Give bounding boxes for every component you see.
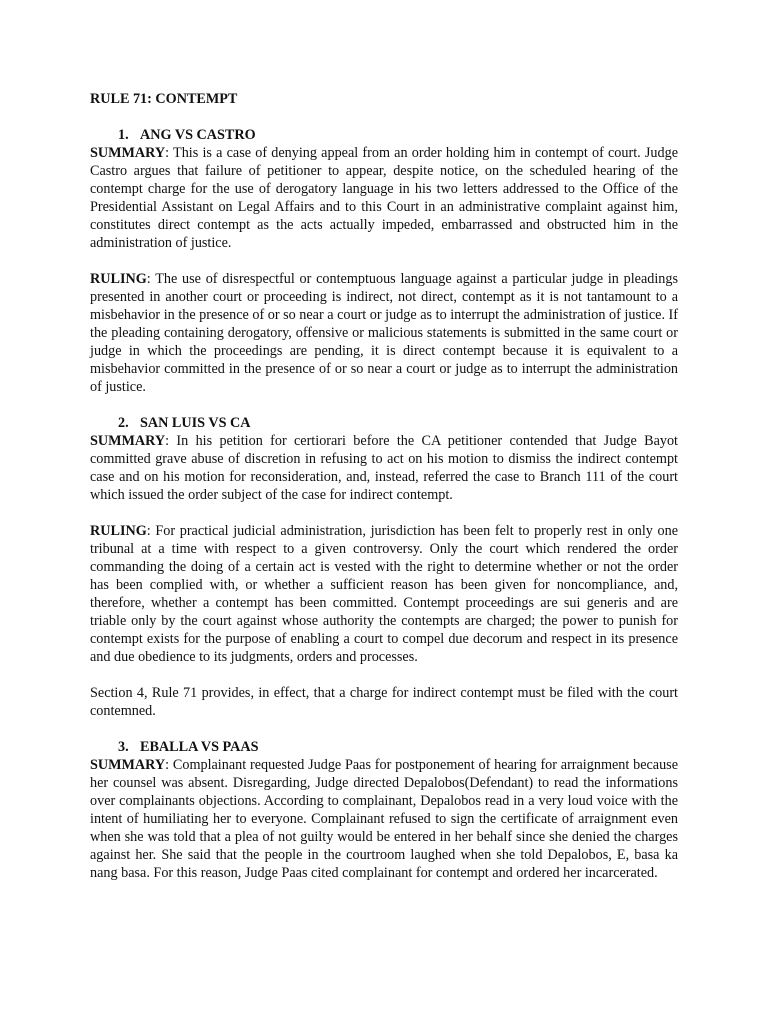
case-title: EBALLA VS PAAS xyxy=(140,739,259,755)
case-title: SAN LUIS VS CA xyxy=(140,415,251,431)
ruling-text: : For practical judicial administration, jurisdiction has been felt to properly rest in only one tribunal at a time with respect to a given controversy. Only the court which rendered the order commanding the doing of a certain act is vested with the right to determine whether or not the order has been complied with, or whether a sufficient reason has been given for noncompliance, and, therefore, whether a contempt has been committed. Contempt proceedings are sui generis and are triable only by the court against whose authority the contempts are charged; the power to punish for contempt exists for the purpose of enabling a court to compel due decorum and respect in its presence and due obedience to its judgments, orders and processes. xyxy=(90,523,678,665)
summary-label: SUMMARY xyxy=(90,433,166,449)
ruling-label: RULING xyxy=(90,271,147,287)
summary-label: SUMMARY xyxy=(90,757,166,773)
summary-label: SUMMARY xyxy=(90,145,166,161)
case-ang-vs-castro xyxy=(90,126,678,396)
summary-text: : In his petition for certiorari before the CA petitioner contended that Judge Bayot committed grave abuse of discretion in refusing to act on his motion to dismiss the indirect contempt case and on his motion for reconsideration, and, instead, referred the case to Branch 111 of the court which issued the order subject of the case for indirect contempt. xyxy=(90,433,678,503)
case-ruling xyxy=(90,270,678,396)
case-summary xyxy=(90,432,678,504)
ruling-text: : The use of disrespectful or contemptuous language against a particular judge in pleadings presented in another court or proceeding is indirect, not direct, contempt as it is not tantamount to a misbehavior in the presence of or so near a court or judge as to interrupt the administration of justice. If the pleading containing derogatory, offensive or malicious statements is submitted in the same court or judge in which the proceedings are pending, it is direct contempt because it is equivalent to a misbehavior committed in the presence of or so near a court or judge as to interrupt the administration of justice. xyxy=(90,271,678,395)
case-number: 1. xyxy=(118,127,129,143)
case-heading xyxy=(90,738,678,756)
case-title: ANG VS CASTRO xyxy=(140,127,256,143)
document-page xyxy=(90,90,678,900)
case-number: 2. xyxy=(118,415,129,431)
case-note: Section 4, Rule 71 provides, in effect, that a charge for indirect contempt must be filed with the court contemned. xyxy=(90,685,678,719)
case-san-luis-vs-ca xyxy=(90,414,678,720)
case-eballa-vs-paas xyxy=(90,738,678,882)
case-number: 3. xyxy=(118,739,129,755)
case-heading xyxy=(90,126,678,144)
summary-text: : This is a case of denying appeal from an order holding him in contempt of court. Judge Castro argues that failure of petitioner to appear, despite notice, on the scheduled hearing of the contempt charge for the use of derogatory language in his two letters addressed to the Office of the Presidential Assistant on Legal Affairs and to this Court in an administrative complaint against him, constitutes direct contempt as the acts actually impeded, embarrassed and obstructed him in the administration of justice. xyxy=(90,145,678,251)
case-heading xyxy=(90,414,678,432)
summary-text: : Complainant requested Judge Paas for postponement of hearing for arraignment because her counsel was absent. Disregarding, Judge directed Depalobos(Defendant) to read the informations over complainants objections. According to complainant, Depalobos read in a very loud voice with the intent of humiliating her to everyone. Complainant refused to sign the certificate of arraignment even when she was told that a plea of not guilty would be entered in her behalf since she denied the charges against her. She said that the people in the courtroom laughed when she told Depalobos, E, basa ka nang basa. For this reason, Judge Paas cited complainant for contempt and ordered her incarcerated. xyxy=(90,757,678,881)
case-ruling xyxy=(90,522,678,666)
case-summary xyxy=(90,144,678,252)
case-summary xyxy=(90,756,678,882)
ruling-label: RULING xyxy=(90,523,147,539)
document-title: RULE 71: CONTEMPT xyxy=(90,91,238,107)
